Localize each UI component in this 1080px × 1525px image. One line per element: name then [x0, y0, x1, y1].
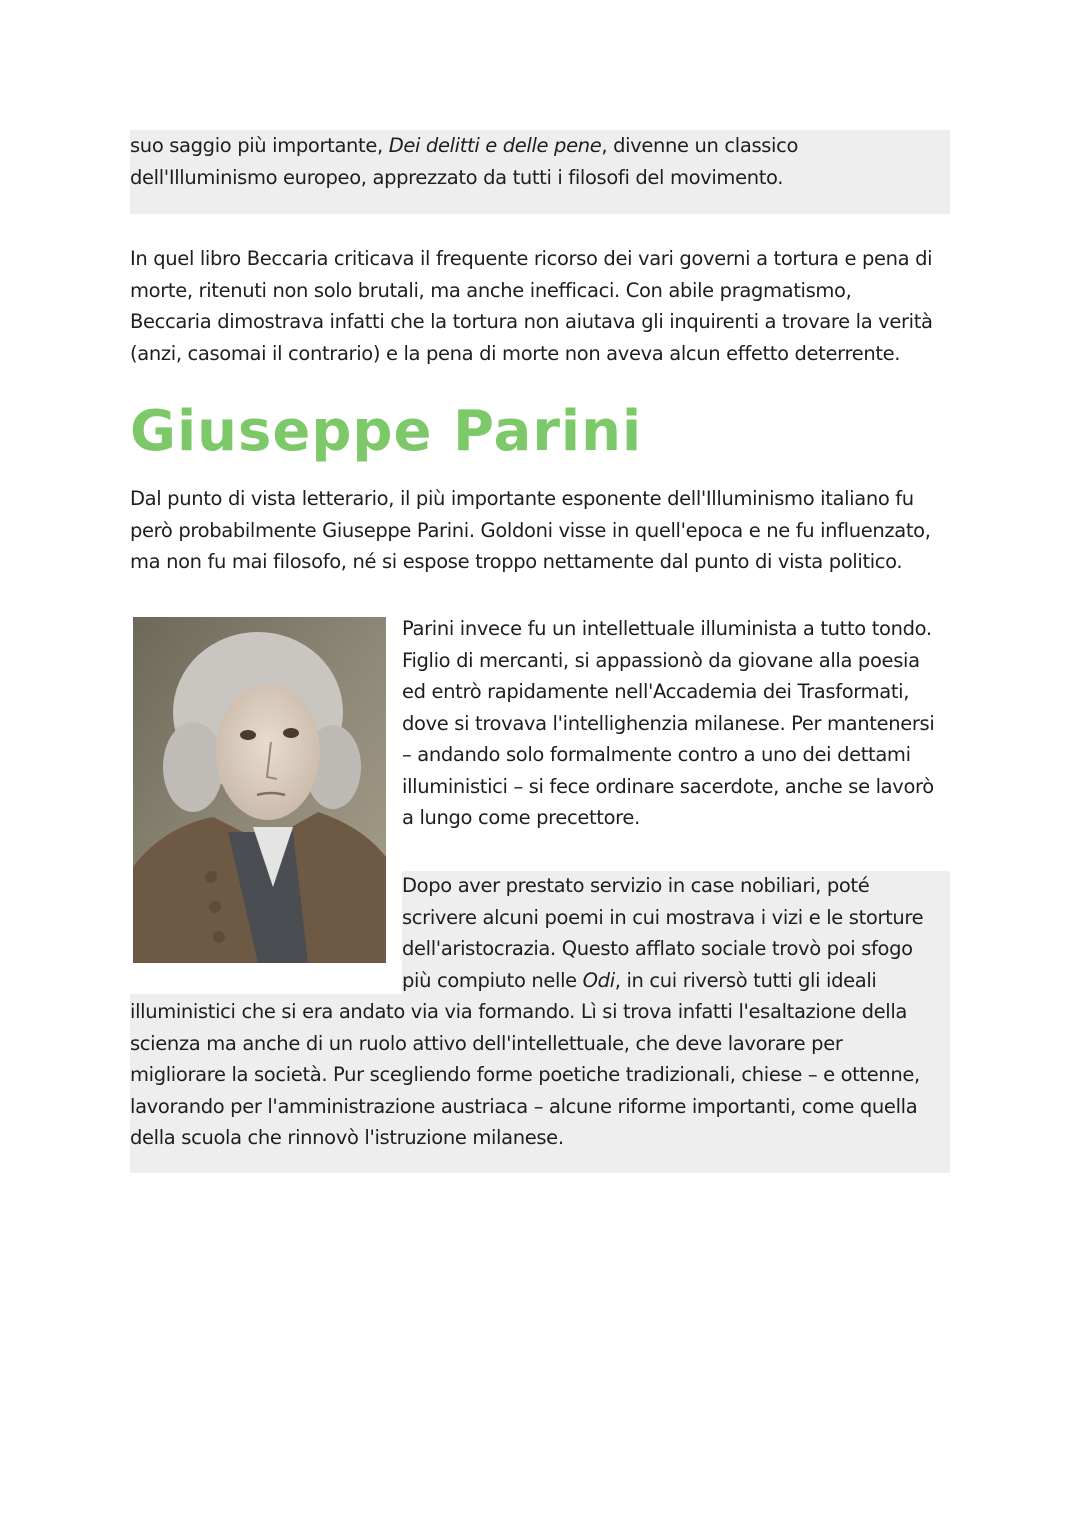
text-line: In quel libro Beccaria criticava il frequente ricorso dei vari governi a tortura e pena di	[130, 247, 933, 270]
text-span: dell'Illuminismo europeo, apprezzato da tutti i filosofi del movimento.	[130, 165, 784, 189]
text-line	[130, 965, 960, 997]
text-line: – andando solo formalmente contro a uno dei dettami	[402, 743, 911, 766]
text-line: dove si trovava l'intellighenzia milanese. Per mantenersi	[402, 711, 935, 735]
text-line: illuministici – si fece ordinare sacerdote, anche se lavorò	[402, 774, 934, 798]
text-line: migliorare la società. Pur scegliendo forme poetiche tradizionali, chiese – e ottenne,	[130, 1063, 920, 1086]
text-span: più compiuto nelle	[402, 968, 583, 992]
text-line: scienza ma anche di un ruolo attivo dell'intellettuale, che deve lavorare per	[130, 1031, 843, 1055]
text-span: suo saggio più importante,	[130, 134, 389, 157]
book-title: Dei delitti e delle pene	[388, 134, 602, 157]
text-line: scrivere alcuni poemi in cui mostrava i vizi e le storture	[402, 905, 924, 929]
text-line: però probabilmente Giuseppe Parini. Goldoni visse in quell'epoca e ne fu influenzato,	[130, 518, 931, 542]
text-line: ed entrò rapidamente nell'Accademia dei Trasformati,	[402, 680, 910, 703]
text-line: morte, ritenuti non solo brutali, ma anche inefficaci. Con abile pragmatismo,	[130, 278, 852, 302]
text-line: a lungo come precettore.	[402, 806, 640, 829]
section-heading: Giuseppe Parini	[130, 399, 643, 464]
paragraph-parini-works	[130, 870, 960, 1154]
paragraph-text	[130, 130, 798, 193]
text-line: lavorando per l'amministrazione austriaca – alcune riforme importanti, come quella	[130, 1094, 918, 1118]
text-line: della scuola che rinnovò l'istruzione milanese.	[130, 1126, 564, 1149]
text-line: Figlio di mercanti, si appassionò da giovane alla poesia	[402, 648, 920, 672]
text-line: dell'aristocrazia. Questo afflato sociale trovò poi sfogo	[402, 937, 913, 960]
text-line: (anzi, casomai il contrario) e la pena di morte non aveva alcun effetto deterrente.	[130, 341, 901, 365]
paragraph-parini-intro	[130, 483, 970, 578]
text-line: Beccaria dimostrava infatti che la tortura non aiutava gli inquirenti a trovare la verità	[130, 310, 933, 333]
text-line: Dal punto di vista letterario, il più importante esponente dell'Illuminismo italiano fu	[130, 487, 914, 510]
work-title: Odi	[582, 968, 615, 992]
text-line: Dopo aver prestato servizio in case nobiliari, poté	[402, 874, 870, 897]
paragraph-parini-biography	[402, 613, 962, 834]
text-span: , in cui riversò tutti gli ideali	[614, 968, 877, 992]
text-line: Parini invece fu un intellettuale illuminista a tutto tondo.	[402, 617, 932, 640]
paragraph-beccaria-critique	[130, 243, 970, 369]
highlighted-paragraph-beccaria	[130, 130, 950, 214]
text-span: , divenne un classico	[601, 134, 799, 157]
text-line: illuministici che si era andato via via formando. Lì si trova infatti l'esaltazione della	[130, 1000, 907, 1023]
text-line: ma non fu mai filosofo, né si espose troppo nettamente dal punto di vista politico.	[130, 550, 903, 573]
